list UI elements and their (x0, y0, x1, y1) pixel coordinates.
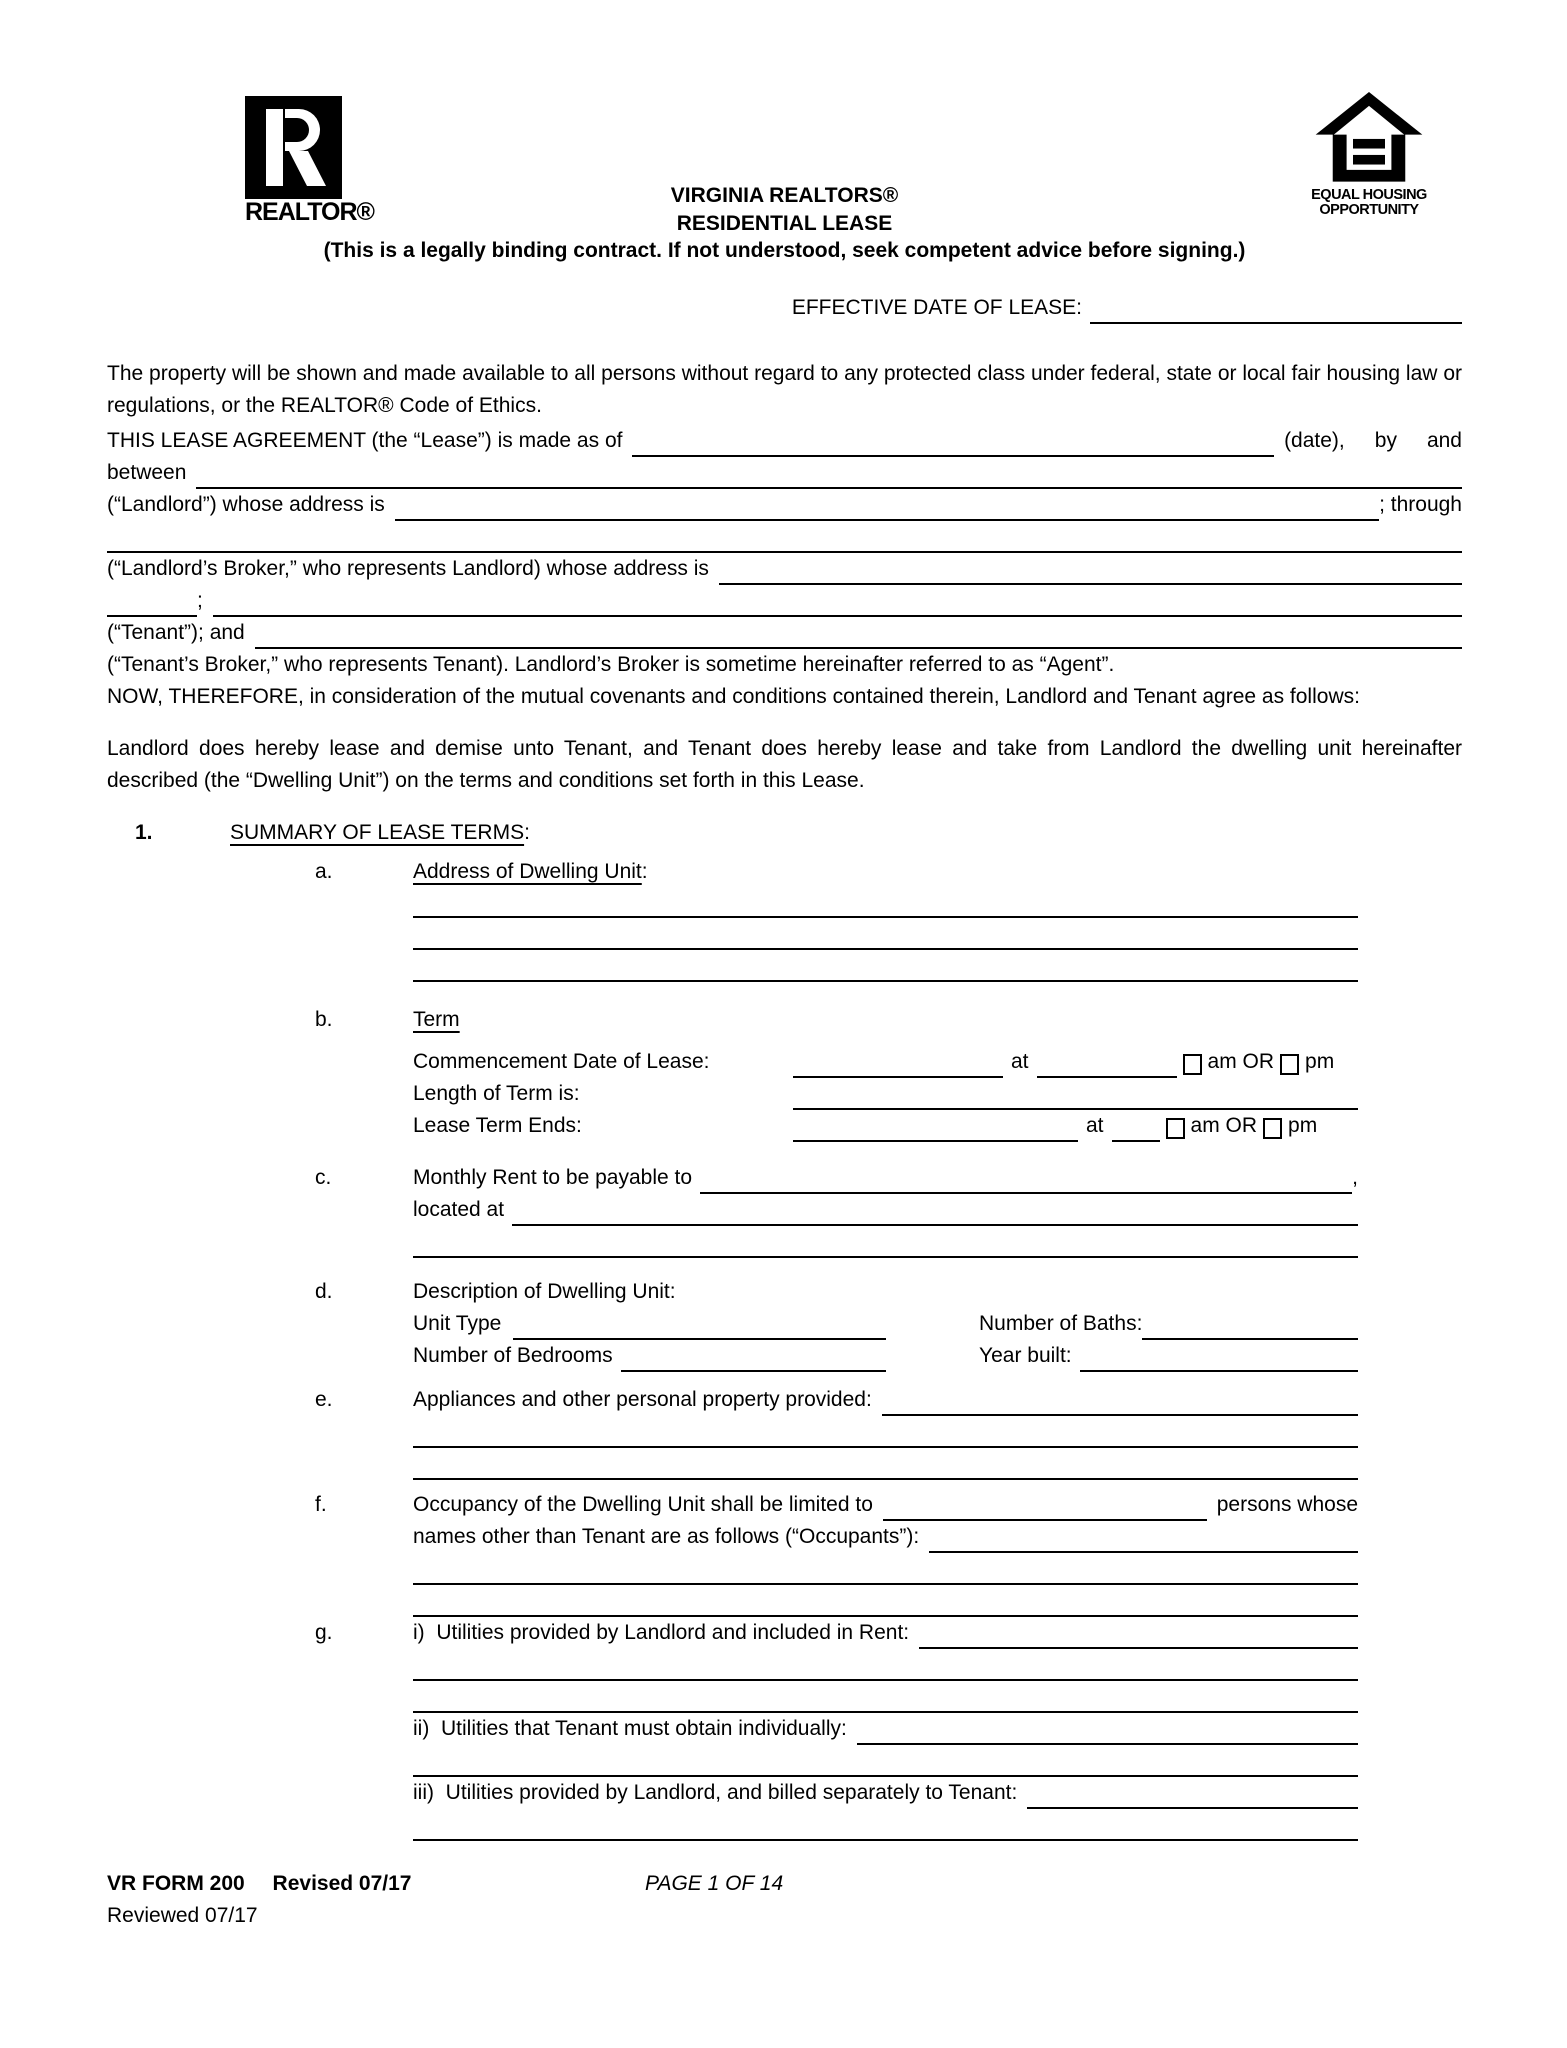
equal-housing-label-line1: EQUAL HOUSING (1311, 187, 1427, 203)
length-of-term-blank[interactable] (793, 1082, 1358, 1110)
occupancy-suffix-label: persons whose (1216, 1493, 1358, 1516)
effective-date-label: EFFECTIVE DATE OF LEASE: (791, 296, 1082, 319)
utilities-i-label: i) Utilities provided by Landlord and included in Rent: (413, 1621, 910, 1644)
lease-end-time-blank[interactable] (1112, 1114, 1160, 1142)
commencement-label: Commencement Date of Lease: (413, 1050, 710, 1073)
item-e (315, 1384, 1462, 1416)
item-b-title: Term (413, 1008, 460, 1031)
commencement-pm-checkbox[interactable] (1280, 1054, 1299, 1075)
utilities-ii-line-2[interactable] (413, 1745, 1358, 1777)
item-f-letter: f. (315, 1493, 327, 1516)
utilities-iii-line-2[interactable] (413, 1809, 1358, 1841)
payee-address-blank[interactable] (512, 1198, 1358, 1226)
utilities-iii-blank[interactable] (1027, 1781, 1358, 1809)
item-d-title: Description of Dwelling Unit: (413, 1280, 676, 1303)
section-1-heading-row (135, 817, 1462, 849)
baths-label: Number of Baths: (979, 1312, 1143, 1335)
tenant-prefix-label: (“Tenant”); and (107, 621, 245, 644)
appliances-blank[interactable] (882, 1388, 1358, 1416)
tenant-row (107, 617, 1462, 649)
section-1-heading: SUMMARY OF LEASE TERMS (230, 821, 525, 844)
appliances-line-3[interactable] (413, 1448, 1358, 1480)
between-label: between (107, 461, 187, 484)
utilities-iii-label: iii) Utilities provided by Landlord, and billed separately to Tenant: (413, 1781, 1018, 1804)
lease-end-date-blank[interactable] (793, 1114, 1078, 1142)
lease-end-pm-label: pm (1288, 1114, 1318, 1137)
occupancy-count-blank[interactable] (883, 1493, 1207, 1521)
date-note-label: (date), (1284, 429, 1345, 452)
now-therefore-paragraph: NOW, THEREFORE, in consideration of the mutual covenants and conditions contained therein, Landlord and Tenant agree as follows: (107, 685, 1360, 708)
lease-end-am-or-label: am OR (1190, 1114, 1258, 1137)
title-block (107, 182, 1462, 265)
item-a-colon: : (641, 860, 648, 883)
form-title-line1: VIRGINIA REALTORS® (670, 184, 899, 207)
tenant-broker-row (107, 649, 1462, 681)
footer-form-name: VR FORM 200 (107, 1872, 245, 1895)
effective-date-blank[interactable] (1090, 296, 1462, 324)
commencement-am-checkbox[interactable] (1183, 1054, 1202, 1075)
lease-date-blank[interactable] (632, 429, 1274, 457)
utilities-ii-blank[interactable] (857, 1717, 1358, 1745)
length-of-term-row (315, 1078, 1462, 1110)
semicolon-label: ; (197, 589, 203, 612)
bedrooms-row (315, 1340, 1462, 1372)
fair-housing-paragraph: The property will be shown and made available to all persons without regard to any protected class under federal, state or local fair housing law or regulations, or the REALTOR® Code of Ethics. (107, 362, 1462, 417)
item-d-letter: d. (315, 1280, 333, 1303)
year-built-label: Year built: (979, 1344, 1072, 1367)
footer-page-number: PAGE 1 OF 14 (645, 1872, 784, 1895)
landlord-broker-address-row (107, 553, 1462, 585)
payee-address-line-2[interactable] (413, 1226, 1358, 1258)
footer (107, 1868, 1462, 1932)
section-1-heading-colon: : (524, 821, 530, 844)
item-g-letter: g. (315, 1621, 333, 1644)
form-title-line2: RESIDENTIAL LEASE (676, 211, 893, 235)
commencement-pm-label: pm (1305, 1050, 1335, 1073)
tenant-broker-name-blank[interactable] (255, 621, 1462, 649)
unit-type-label: Unit Type (413, 1312, 502, 1335)
item-c (315, 1162, 1462, 1194)
item-a-title: Address of Dwelling Unit (413, 860, 642, 883)
rent-payee-blank[interactable] (700, 1166, 1352, 1194)
occupants-row (315, 1521, 1462, 1553)
appliances-label: Appliances and other personal property provided: (413, 1388, 872, 1411)
item-c-letter: c. (315, 1166, 332, 1189)
form-subtitle: (This is a legally binding contract. If not understood, seek competent advice before signing.) (323, 239, 1246, 262)
landlord-broker-name-blank[interactable] (107, 525, 1462, 553)
utilities-i-line-2[interactable] (413, 1649, 1358, 1681)
bedrooms-label: Number of Bedrooms (413, 1344, 613, 1367)
landlord-name-blank[interactable] (196, 461, 1462, 489)
year-built-blank[interactable] (1080, 1344, 1358, 1372)
item-b (315, 1004, 1462, 1036)
footer-line-1 (107, 1868, 1462, 1900)
tenant-name-blank[interactable] (213, 589, 1462, 617)
lease-made-as-of-row (107, 425, 1462, 457)
utilities-i-line-3[interactable] (413, 1681, 1358, 1713)
commencement-time-blank[interactable] (1037, 1050, 1177, 1078)
occupancy-prefix-label: Occupancy of the Dwelling Unit shall be limited to (413, 1493, 873, 1516)
item-e-letter: e. (315, 1388, 333, 1411)
footer-reviewed: Reviewed 07/17 (107, 1904, 258, 1927)
lease-agreement-block (107, 425, 1462, 681)
between-row (107, 457, 1462, 489)
lease-term-ends-row (315, 1110, 1462, 1142)
and-word: and (1426, 429, 1462, 452)
landlord-address-row (107, 489, 1462, 521)
utilities-iii-row (315, 1777, 1462, 1809)
header (107, 0, 1462, 292)
landlord-broker-prefix-label: (“Landlord’s Broker,” who represents Landlord) whose address is (107, 557, 709, 580)
item-g (315, 1617, 1462, 1649)
equal-housing-label-line2: OPPORTUNITY (1319, 202, 1419, 218)
lease-end-am-checkbox[interactable] (1166, 1118, 1185, 1139)
item-d (315, 1276, 1462, 1308)
address-line-1[interactable] (413, 886, 1358, 918)
utilities-i-blank[interactable] (919, 1621, 1358, 1649)
equal-housing-house-icon (1315, 92, 1423, 188)
effective-date-row (107, 292, 1462, 324)
commencement-date-blank[interactable] (793, 1050, 1003, 1078)
occupants-line-3[interactable] (413, 1585, 1358, 1617)
landlord-broker-name-row (107, 521, 1462, 553)
length-of-term-label: Length of Term is: (413, 1082, 580, 1105)
commencement-am-or-label: am OR (1207, 1050, 1275, 1073)
commencement-row (315, 1046, 1462, 1078)
unit-type-blank[interactable] (513, 1312, 886, 1340)
landlord-address-blank[interactable] (395, 493, 1379, 521)
located-at-row (315, 1194, 1462, 1226)
baths-blank[interactable] (1142, 1312, 1358, 1340)
tenant-broker-sentence: (“Tenant’s Broker,” who represents Tenant). Landlord’s Broker is sometime hereinafter referred to as “Agent”. (107, 653, 1115, 676)
lease-end-at-word: at (1086, 1114, 1104, 1137)
item-f (315, 1489, 1462, 1521)
rent-payable-label: Monthly Rent to be payable to (413, 1166, 693, 1189)
occupants-blank[interactable] (929, 1525, 1358, 1553)
demise-paragraph: Landlord does hereby lease and demise unto Tenant, and Tenant does hereby lease and take from Landlord the dwelling unit hereinafter described (the “Dwelling Unit”) on the terms and conditions set forth in this Lease. (107, 737, 1462, 792)
item-a-letter: a. (315, 860, 333, 883)
occupants-label: names other than Tenant are as follows (“Occupants”): (413, 1525, 920, 1548)
section-1-number: 1. (135, 821, 153, 844)
unit-type-row (315, 1308, 1462, 1340)
through-label: ; through (1379, 493, 1462, 516)
by-word: by (1374, 429, 1397, 452)
item-b-letter: b. (315, 1008, 333, 1031)
occupants-line-2[interactable] (413, 1553, 1358, 1585)
address-line-2[interactable] (413, 918, 1358, 950)
rent-payable-comma: , (1352, 1166, 1358, 1189)
appliances-line-2[interactable] (413, 1416, 1358, 1448)
address-continued-row (107, 585, 1462, 617)
landlord-broker-address-blank[interactable] (719, 557, 1462, 585)
made-as-of-label: THIS LEASE AGREEMENT (the “Lease”) is made as of (107, 429, 623, 452)
address-continuation-blank[interactable] (107, 589, 197, 617)
commencement-at-word: at (1011, 1050, 1029, 1073)
lease-end-pm-checkbox[interactable] (1263, 1118, 1282, 1139)
utilities-ii-row (315, 1713, 1462, 1745)
located-at-label: located at (413, 1198, 505, 1221)
lease-term-ends-label: Lease Term Ends: (413, 1114, 582, 1137)
utilities-ii-label: ii) Utilities that Tenant must obtain individually: (413, 1717, 847, 1740)
realtor-logo-label: REALTOR® (245, 198, 374, 226)
item-a (315, 856, 1462, 888)
landlord-prefix-label: (“Landlord”) whose address is (107, 493, 385, 516)
bedrooms-blank[interactable] (621, 1344, 886, 1372)
address-line-3[interactable] (413, 950, 1358, 982)
footer-revised: Revised 07/17 (272, 1872, 412, 1895)
